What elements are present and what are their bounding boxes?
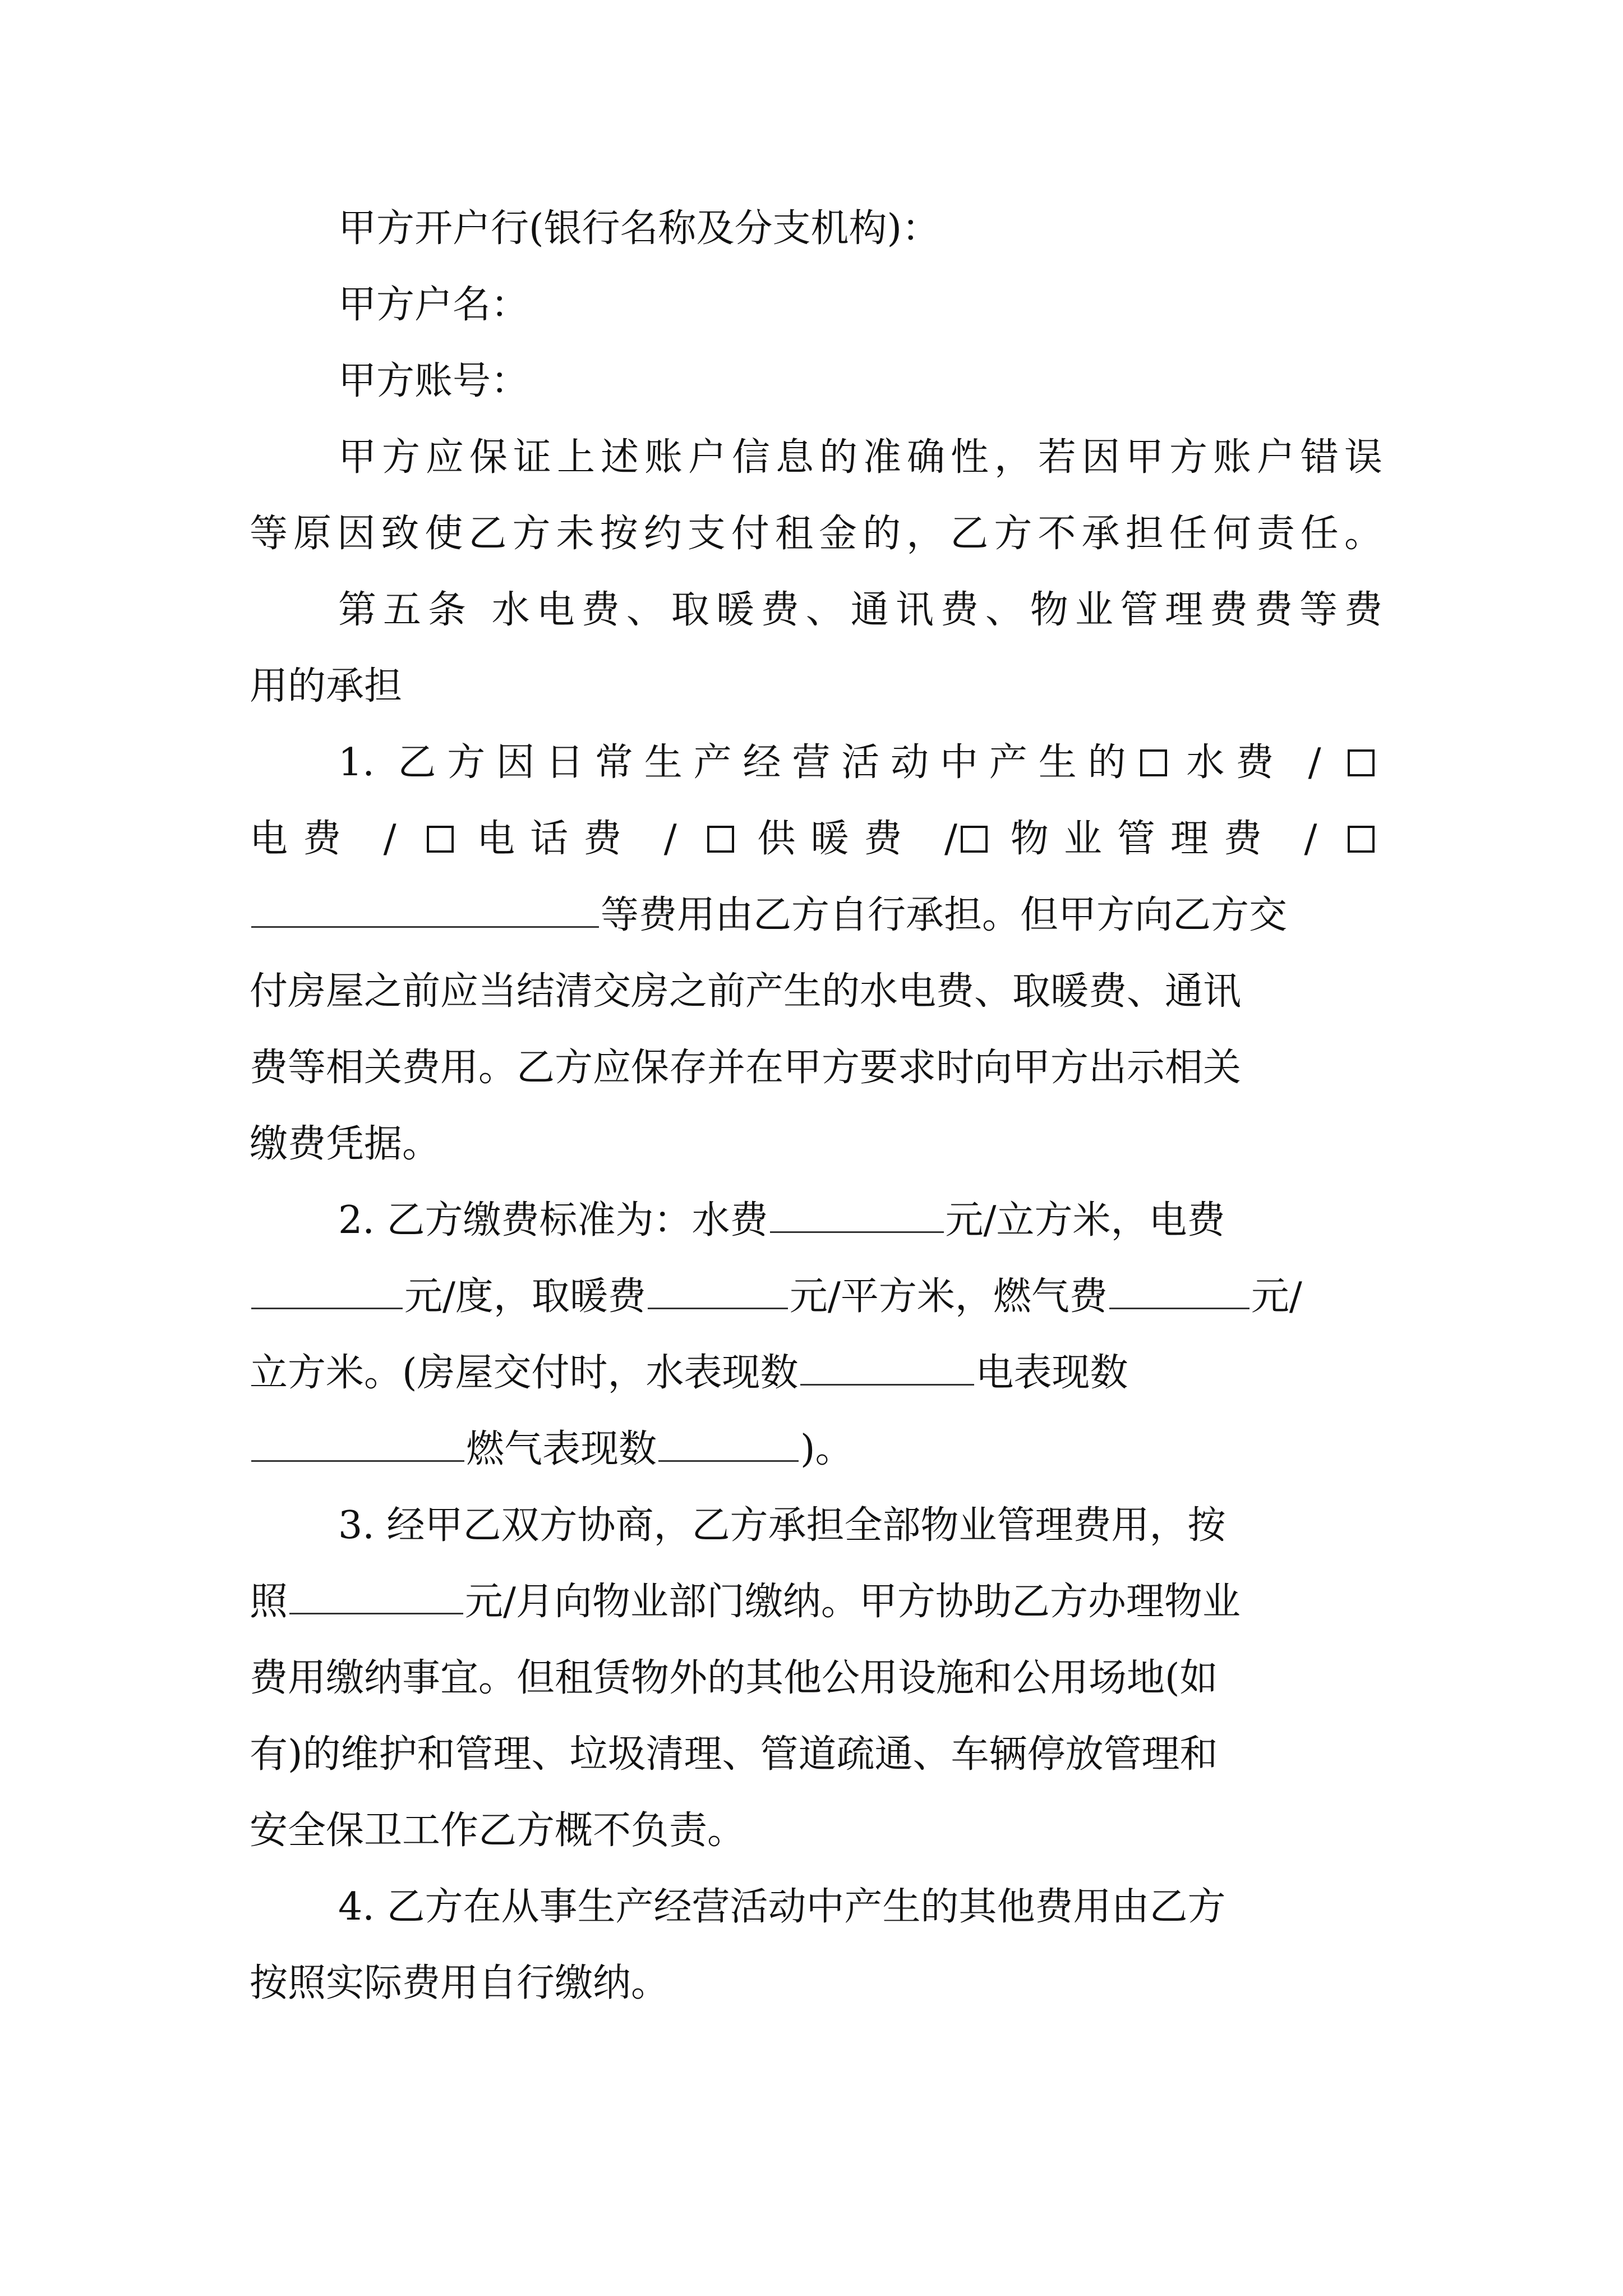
slash-separator: /: [944, 817, 957, 861]
clause-2-text: 元/: [1251, 1274, 1302, 1319]
clause-1-line-2: [250, 801, 1382, 877]
other-fee-blank[interactable]: [251, 896, 599, 928]
clause-2-text: 元/立方米，电费: [945, 1198, 1225, 1243]
option-heating: 供暖费: [742, 817, 917, 861]
clause-1-line-5: 费等相关费用。乙方应保存并在甲方要求时向甲方出示相关: [250, 1046, 1242, 1090]
clause-3-text: 元/月向物业部门缴纳。甲方协助乙方办理物业: [465, 1580, 1241, 1624]
article-5-title-line-2: 用的承担: [250, 664, 403, 708]
checkbox-heating[interactable]: [707, 826, 734, 853]
gas-rate-blank[interactable]: [1109, 1277, 1249, 1309]
clause-number: 4.: [338, 1885, 375, 1929]
water-meter-blank[interactable]: [800, 1354, 974, 1386]
slash-separator: /: [663, 817, 677, 861]
clause-2-text: 立方米。(房屋交付时，水表现数: [250, 1351, 799, 1395]
clause-3: [250, 1488, 1382, 1869]
clause-3-text: 经甲乙双方协商，乙方承担全部物业管理费用，按: [386, 1503, 1226, 1548]
clause-2-text: 电表现数: [975, 1351, 1128, 1395]
clause-4-line-2: 按照实际费用自行缴纳。: [250, 1961, 670, 2005]
checkbox-property[interactable]: [961, 826, 988, 853]
gas-meter-blank[interactable]: [658, 1430, 799, 1462]
clause-4: [250, 1869, 1382, 2022]
account-name-label: 甲方户名：: [338, 283, 529, 327]
clause-1: [250, 725, 1382, 1182]
clause-2: [250, 1182, 1382, 1488]
property-fee-blank[interactable]: [289, 1582, 463, 1614]
electric-rate-blank[interactable]: [251, 1277, 403, 1309]
slash-separator: /: [1304, 817, 1317, 861]
clause-4-text: 乙方在从事生产经营活动中产生的其他费用由乙方: [386, 1885, 1226, 1929]
clause-2-line-2: [250, 1259, 1382, 1335]
checkbox-other[interactable]: [1348, 826, 1375, 853]
document-body: [250, 191, 1382, 2022]
water-rate-blank[interactable]: [770, 1201, 944, 1233]
clause-1-line-3: [250, 877, 1382, 954]
clause-3-line-1: [250, 1488, 1382, 1564]
article-5-heading: [250, 572, 1382, 725]
option-electric: 电费: [250, 817, 356, 861]
clause-2-text: 元/度，取暖费: [404, 1274, 646, 1319]
article-5-title-line-1: 第五条 水电费、取暖费、通讯费、物业管理费费等费: [338, 588, 1382, 632]
clause-number: 2.: [338, 1198, 375, 1243]
account-note-line-2: 等原因致使乙方未按约支付租金的，乙方不承担任何责任。: [250, 512, 1382, 556]
clause-3-line-3: 费用缴纳事宜。但租赁物外的其他公用设施和公用场地(如: [250, 1656, 1218, 1700]
heating-rate-blank[interactable]: [648, 1277, 788, 1309]
clause-2-text: 乙方缴费标准为：水费: [386, 1198, 768, 1243]
account-number-label: 甲方账号：: [338, 359, 529, 403]
clause-1-line-1: [250, 725, 1382, 801]
slash-separator: /: [1308, 740, 1321, 785]
account-section: [250, 191, 1382, 572]
checkbox-electric-start[interactable]: [1348, 749, 1375, 776]
checkbox-phone[interactable]: [427, 826, 454, 853]
clause-2-line-3: [250, 1335, 1382, 1411]
slash-separator: /: [383, 817, 396, 861]
account-note-line-1: 甲方应保证上述账户信息的准确性，若因甲方账户错误: [338, 435, 1382, 480]
clause-3-text: 照: [250, 1580, 288, 1624]
option-phone: 电话费: [462, 817, 637, 861]
clause-1-line-3-text: 等费用由乙方自行承担。但甲方向乙方交: [601, 893, 1288, 937]
clause-1-line-6: 缴费凭据。: [250, 1122, 441, 1166]
clause-2-text: )。: [800, 1427, 854, 1471]
electric-meter-blank[interactable]: [251, 1430, 464, 1462]
clause-3-line-5: 安全保卫工作乙方概不负责。: [250, 1809, 746, 1853]
clause-2-line-4: [250, 1411, 1382, 1488]
clause-3-line-2: [250, 1564, 1382, 1640]
clause-4-line-1: [250, 1869, 1382, 1945]
option-water: 水费: [1175, 740, 1285, 785]
clause-2-text: 元/平方米，燃气费: [789, 1274, 1108, 1319]
clause-number: 1.: [338, 740, 375, 785]
bank-label: 甲方开户行(银行名称及分支机构)：: [338, 206, 940, 251]
clause-1-lead: 乙方因日常生产经营活动中产生的: [398, 740, 1137, 785]
clause-1-line-4: 付房屋之前应当结清交房之前产生的水电费、取暖费、通讯: [250, 969, 1242, 1014]
clause-3-line-4: 有)的维护和管理、垃圾清理、管道疏通、车辆停放管理和: [250, 1732, 1218, 1777]
option-property: 物业管理费: [995, 817, 1277, 861]
clause-number: 3.: [338, 1503, 375, 1548]
clause-2-text: 燃气表现数: [466, 1427, 657, 1471]
checkbox-water[interactable]: [1140, 749, 1167, 776]
clause-2-line-1: [250, 1182, 1382, 1259]
